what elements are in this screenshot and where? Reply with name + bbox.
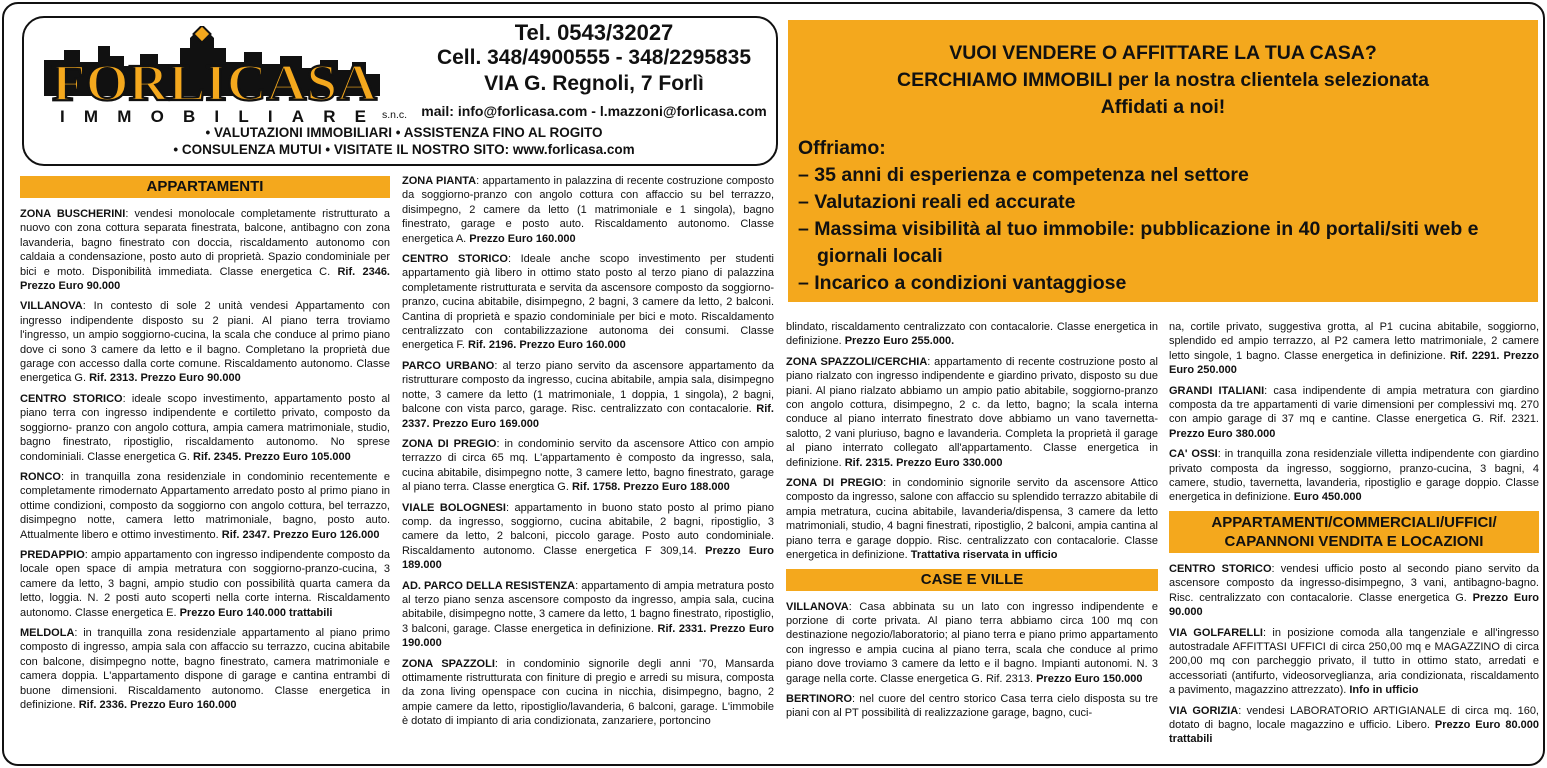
listing: VIA GORIZIA: vendesi LABORATORIO ARTIGIANALE di circa mq. 160, dotato di bagno, locale magazzino e ufficio. Libero. Prezzo Euro 80.000 trattabili [1169,704,1539,746]
listing: AD. PARCO DELLA RESISTENZA: appartamento di ampia metratura posto al terzo piano senza ascensore composto da ingresso, ampia sala, cucina abitabile, disimpegno notte, 3 camere da letto, 1 bagno finestrato, ripostiglio, 3 balconi, garage. Classe energetica in definizione. Rif. 2331. Prezzo Euro 190.000 [402,579,774,650]
listing: CA' OSSI: in tranquilla zona residenziale villetta indipendente con giardino privato composta da ingresso, soggiorno, pranzo-cucina, 3 bagni, 4 camere, studio, tavernetta, lavanderia, ripostiglio e garage doppio. Classe energetica in definizione. Euro 450.000 [1169,448,1539,504]
listing: ZONA SPAZZOLI/CERCHIA: appartamento di recente costruzione posto al piano rialzato con ingresso indipendente e giardino privato, disposto su due piani. Al piano rialzato abbiamo un ampio patio abitabile, soggiorno-pranzo con angolo cottura, disimpegno, 2 c. da letto, bagno; la scala interna conduce al piano interrato finestrato dove abbiamo un vano tavernetta-salotto, 2 vani pluriuso, bagno e lavanderia. Completa la proprietà il garage al piano interrato collegato all'appartamento. Classe energetica in definizione. Rif. 2315. Prezzo Euro 330.000 [786,355,1158,469]
email-addresses: mail: info@forlicasa.com - l.mazzoni@forlicasa.com [421,103,767,119]
listing: RONCO: in tranquilla zona residenziale in condominio recentemente e completamente rimodernato Appartamento arredato posto al primo piano in ottime condizioni, composto da soggiorno con angolo cottura, bel terrazzo, disimpegno notte, camera letto matrimoniale, bagno, posto auto. Attualmente libero e ottimo investimento. Rif. 2347. Prezzo Euro 126.000 [20,470,390,541]
promo-title [788,40,1538,121]
listing: ZONA BUSCHERINI: vendesi monolocale completamente ristrutturato a nuovo con zona cottura separata finestrata, balcone, antibagno con zona lavanderia, bagno finestrato con doccia, riscaldamento autonomo con caldaia a condensazione, posto auto di proprietà. Spazio condominiale per bici e moto. Disponibilità immediata. Classe energetica C. Rif. 2346. Prezzo Euro 90.000 [20,208,390,293]
phone-number: Tel. 0543/32027 [514,20,674,45]
services-list [84,124,724,158]
listing: ZONA DI PREGIO: in condominio signorile servito da ascensore Attico composto da ingresso, salone con affaccio su splendido terrazzo abitabile di ampia metratura, cucina abitabile, lavanderia/dispensa, 3 camere da letto matrimoniali, studio, 4 bagni finestrati, ripostiglio, 2 balconi, ampia cantina al piano terra e garage doppio. Risc. centralizzato con contacalorie. Classe energetica in definizione. Trattativa riservata in ufficio [786,477,1158,562]
listing: VILLANOVA: In contesto di sole 2 unità vendesi Appartamento con ingresso indipendente disposto su 2 piani. Al piano terra troviamo l'ingresso, un ampio soggiorno-cucina, la scala che conduce al primo piano dove ci sono 3 camere da letto e il bagno. Completano la proprietà due garage con accesso dalla corte comune. Riscaldamento autonomo. Classe energetica G. Rif. 2313. Prezzo Euro 90.000 [20,300,390,385]
listing: CENTRO STORICO: Ideale anche scopo investimento per studenti appartamento già libero in ottimo stato posto al terzo piano di palazzina completamente ristrutturata e servita da ascensore composto da soggiorno-pranzo, cucina abitabile, disimpegno, 2 bagni, 3 camere da letto, 2 balconi. Cantina di proprietà e spazio condominiale per bici e moto. Riscaldamento centralizzato con contabilizzazione autonoma dei consumi. Classe energetica F. Rif. 2196. Prezzo Euro 160.000 [402,253,774,352]
listing: VIA GOLFARELLI: in posizione comoda alla tangenziale e all'ingresso autostradale AFFITTASI UFFICI di circa 250,00 mq e MAGAZZINO di circa 200,00 mq con parcheggio privato, il tutto in ottimo stato, arredati e accessoriati (antifurto, videosorveglianza, aria condizionata, riscaldamento a pavimento, magazzino attrezzato). Info in ufficio [1169,626,1539,697]
column-2 [402,174,774,735]
listing: ZONA DI PREGIO: in condominio servito da ascensore Attico con ampio terrazzo di circa 65 mq. L'appartamento è composto da ingresso, sala, cucina abitabile, disimpegno notte, 3 camere letto, bagno finestrato, garage al piano terra. Classe energtica G. Rif. 1758. Prezzo Euro 188.000 [402,437,775,494]
listing: VIALE BOLOGNESI: appartamento in buono stato posto al primo piano comp. da ingresso, soggiorno, cucina abitabile, 2 bagni, ripostiglio, 3 camere da letto, 2 balconi, piccolo garage. Posto auto condominiale. Riscaldamento autonomo. Classe energetica F 309,14. Prezzo Euro 189.000 [402,501,774,572]
services-line-1: • VALUTAZIONI IMMOBILIARI • ASSISTENZA FINO AL ROGITO [205,125,603,140]
address: VIA G. Regnoli, 7 Forlì [484,72,704,95]
cell-numbers: Cell. 348/4900555 - 348/2295835 [436,46,752,69]
column-4 [1169,320,1539,753]
listing: ZONA PIANTA: appartamento in palazzina di recente costruzione composto da soggiorno-pranzo con angolo cottura con affaccio su bel terrazzo, disimpegno, 2 camere da letto (1 matrimoniale e 1 singola), bagno finestrato, garage e posto auto. Riscaldamento autonomo. Classe energetica A. Prezzo Euro 160.000 [402,175,774,245]
promo-title-3: Affidati a noi! [1100,96,1226,118]
promo-offer-list [798,135,1538,297]
listing: na, cortile privato, suggestiva grotta, al P1 cucina abitabile, soggiorno, splendido ed ampio terrazzo, al P2 camera letto matrimoniale, 2 camere letto singole, 1 bagno. Classe energetica in definizione. Rif. 2291. Prezzo Euro 250.000 [1169,321,1539,377]
promo-title-2: CERCHIAMO IMMOBILI per la nostra clientela selezionata [896,69,1430,91]
section-header-case-ville: CASE E VILLE [786,569,1158,591]
logo-sub: IMMOBILIARE [60,107,366,126]
forlicasa-logo [40,26,420,126]
section-header-commerciali-2: CAPANNONI VENDITA E LOCAZIONI [1224,532,1484,550]
listing: ZONA SPAZZOLI: in condominio signorile degli anni '70, Mansarda ottimamente ristrutturata con finiture di pregio e arredi su misura, composta da zona living openspace con cucina in nicchia, disimpegno, bagno, 2 ampie camere da letto, ripostiglio/lavanderia, 6 balconi, garage. L'immobile è dotato di impianto di aria condizionata, zanzariere, portoncino [402,657,774,728]
services-line-2: • CONSULENZA MUTUI • VISITATE IL NOSTRO SITO: www.forlicasa.com [173,142,635,157]
listing: blindato, riscaldamento centralizzato con contacalorie. Classe energetica in definizione. Prezzo Euro 255.000. [786,321,1158,348]
offer-item-3-cont: giornali locali [817,245,943,267]
offer-item-1: – 35 anni di esperienza e competenza nel settore [798,164,1249,186]
listing: CENTRO STORICO: vendesi ufficio posto al secondo piano servito da ascensore composto da ingresso-disimpegno, 3 vani, antibagno-bagno. Risc. centralizzato con contacalorie. Classe energetica G. Prezzo Euro 90.000 [1169,562,1539,619]
section-header-commerciali [1169,511,1539,553]
page-frame [2,2,1545,766]
offer-item-3: – Massima visibilità al tuo immobile: pubblicazione in 40 portali/siti web e [798,218,1479,240]
section-header-appartamenti: APPARTAMENTI [20,176,390,198]
listing: PREDAPPIO: ampio appartamento con ingresso indipendente composto da locale open space di ampia metratura con soggiorno-pranzo-cucina, 3 camere da letto, 3 bagni, ampio studio con possibilità quarta camera da letto, loggia. N. 2 posti auto scoperti nella corte interna. Riscaldamento autonomo. Classe energetica E. Prezzo Euro 140.000 trattabili [20,548,390,619]
contacts-block [416,20,772,121]
section-header-commerciali-1: APPARTAMENTI/COMMERCIALI/UFFICI/ [1211,513,1497,531]
listing: GRANDI ITALIANI: casa indipendente di ampia metratura con giardino composta da tre appartamenti di varie dimensioni per complessivi mq. 270 con ampio garage di 37 mq e cantine. Classe energetica G. Rif. 2321. Prezzo Euro 380.000 [1169,384,1539,440]
offer-heading: Offriamo: [798,137,886,159]
logo-snc: s.n.c. [382,109,408,121]
column-3 [786,320,1158,727]
listing: MELDOLA: in tranquilla zona residenziale appartamento al piano primo composto di ingresso, ampia sala con affaccio su terrazzo, cucina abitabile con balcone, disimpegno notte, bagno finestrato, camera matrimoniale e camera doppia. L'appartamento dispone di garage e cantina entrambi di buone dimensioni. Riscaldamento autonomo. Classe energetica in definizione. Rif. 2336. Prezzo Euro 160.000 [20,626,390,711]
offer-item-4: – Incarico a condizioni vantaggiose [798,272,1127,294]
listing: BERTINORO: nel cuore del centro storico Casa terra cielo disposta su tre piani con al PT possibilità di realizzazione garage, bagno, cuci- [786,692,1158,720]
listing: VILLANOVA: Casa abbinata su un lato con ingresso indipendente e porzione di corte privata. Al piano terra abbiamo circa 100 mq con destinazione negozio/laboratorio; al piano terra e piano primo appartamento con ingresso e ampia cucina al piano terra, scala che conduce al primo piano dove troviamo 3 camere da letto e il bagno. Impianti autonomi. N. 3 garage nella corte. Classe energetica G. Rif. 2313. Prezzo Euro 150.000 [786,600,1158,685]
logo-word: FORLICASA [52,55,378,112]
listing: CENTRO STORICO: ideale scopo investimento, appartamento posto al piano terra con ingresso indipendente e cortiletto privato, composto da soggiorno- pranzo con angolo cottura, ampia camera matrimoniale, studio, bagno finestrato, ripostiglio, riscaldamento autonomo. No sprese condominiali. Classe energetica G. Rif. 2345. Prezzo Euro 105.000 [20,392,390,463]
promo-title-1: VUOI VENDERE O AFFITTARE LA TUA CASA? [949,42,1377,64]
column-1 [20,176,390,718]
promo-box [788,20,1538,302]
agency-header [22,16,778,166]
listing: PARCO URBANO: al terzo piano servito da ascensore appartamento da ristrutturare composto da ingresso, cucina abitabile, ampia sala, disimpegno notte, 3 camere da letto (1 matrimoniale, 1 doppia, 1 singola), 2 bagni, balcone con vista parco, garage. Risc. centralizzato con contacalorie. Rif. 2337. Prezzo Euro 169.000 [402,359,775,430]
offer-item-2: – Valutazioni reali ed accurate [798,191,1076,213]
